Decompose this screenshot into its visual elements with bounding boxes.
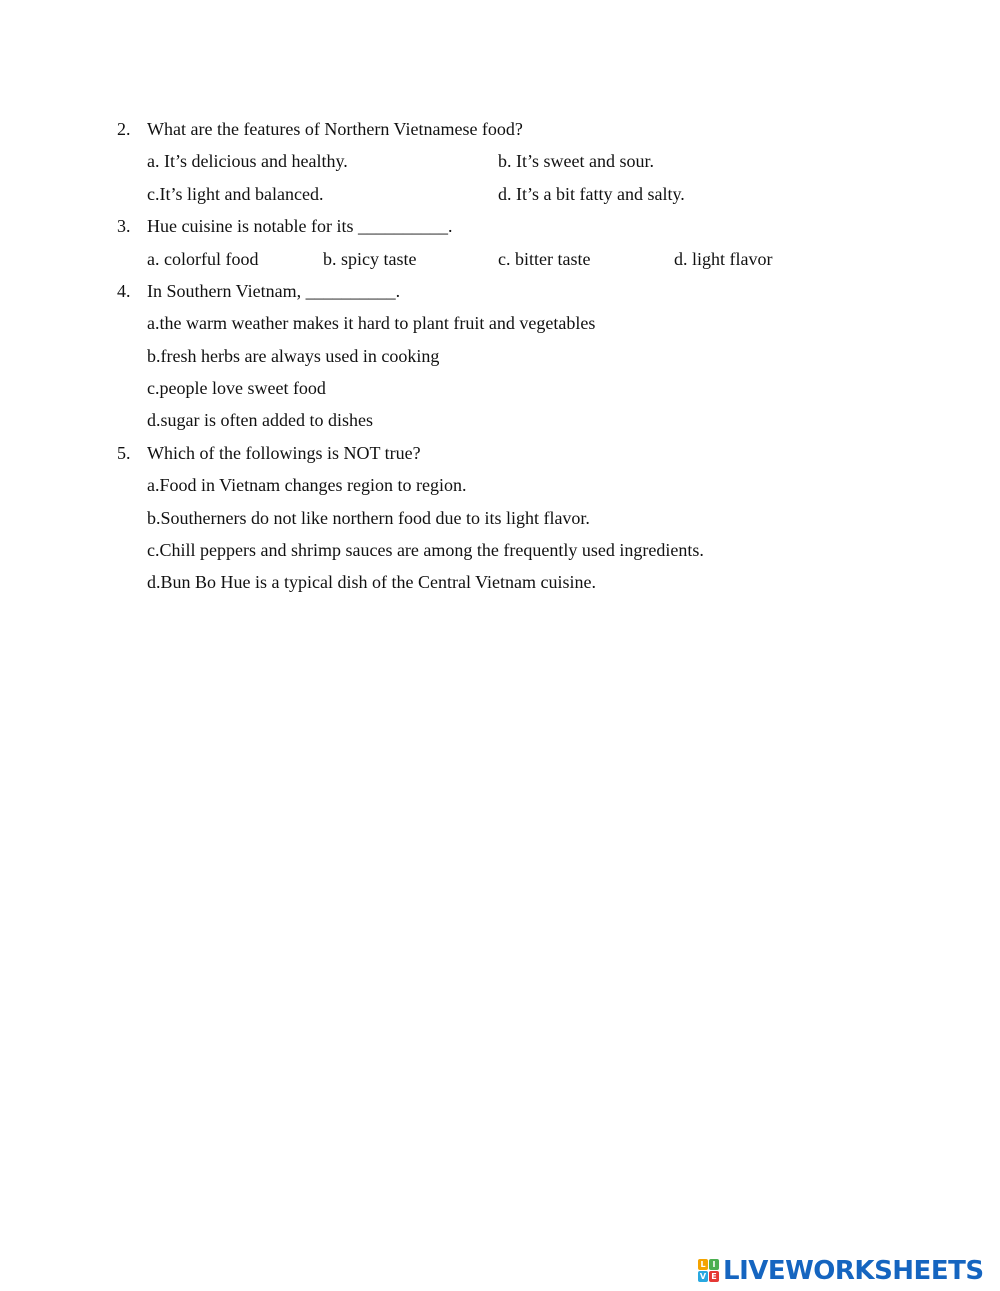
option-c: c. bitter taste (498, 249, 591, 269)
option-b: b. spicy taste (323, 249, 417, 269)
liveworksheets-branding (698, 1256, 984, 1286)
option-d: d.Bun Bo Hue is a typical dish of the Central Vietnam cuisine. (147, 572, 597, 592)
option-c: c.Chill peppers and shrimp sauces are among the frequently used ingredients. (147, 540, 704, 560)
option-d: d. It’s a bit fatty and salty. (498, 184, 685, 204)
logo-block-l: L (698, 1259, 708, 1270)
logo-block-e: E (709, 1271, 719, 1282)
option-c: c.people love sweet food (147, 378, 326, 398)
option-d: d. light flavor (674, 249, 773, 269)
liveworksheets-logo-icon (698, 1259, 720, 1283)
option-d: d.sugar is often added to dishes (147, 410, 373, 430)
logo-block-i: I (709, 1259, 719, 1270)
option-b: b. It’s sweet and sour. (498, 151, 654, 171)
question-text: Which of the followings is NOT true? (147, 443, 421, 463)
question-text: Hue cuisine is notable for its __________. (147, 216, 453, 236)
option-a: a.Food in Vietnam changes region to region. (147, 475, 467, 495)
logo-block-v: V (699, 1272, 707, 1281)
question-text: What are the features of Northern Vietnamese food? (147, 119, 523, 139)
option-b: b.Southerners do not like northern food due to its light flavor. (147, 508, 590, 528)
option-a: a.the warm weather makes it hard to plant fruit and vegetables (147, 313, 596, 333)
option-a: a. It’s delicious and healthy. (147, 151, 348, 171)
option-c: c.It’s light and balanced. (147, 184, 324, 204)
brand-name: LIVEWORKSHEETS (723, 1256, 984, 1286)
question-text: In Southern Vietnam, __________. (147, 281, 401, 301)
question-number: 4. (117, 281, 131, 301)
question-number: 2. (117, 119, 131, 139)
option-b: b.fresh herbs are always used in cooking (147, 346, 440, 366)
question-number: 3. (117, 216, 131, 236)
option-a: a. colorful food (147, 249, 259, 269)
question-number: 5. (117, 443, 131, 463)
